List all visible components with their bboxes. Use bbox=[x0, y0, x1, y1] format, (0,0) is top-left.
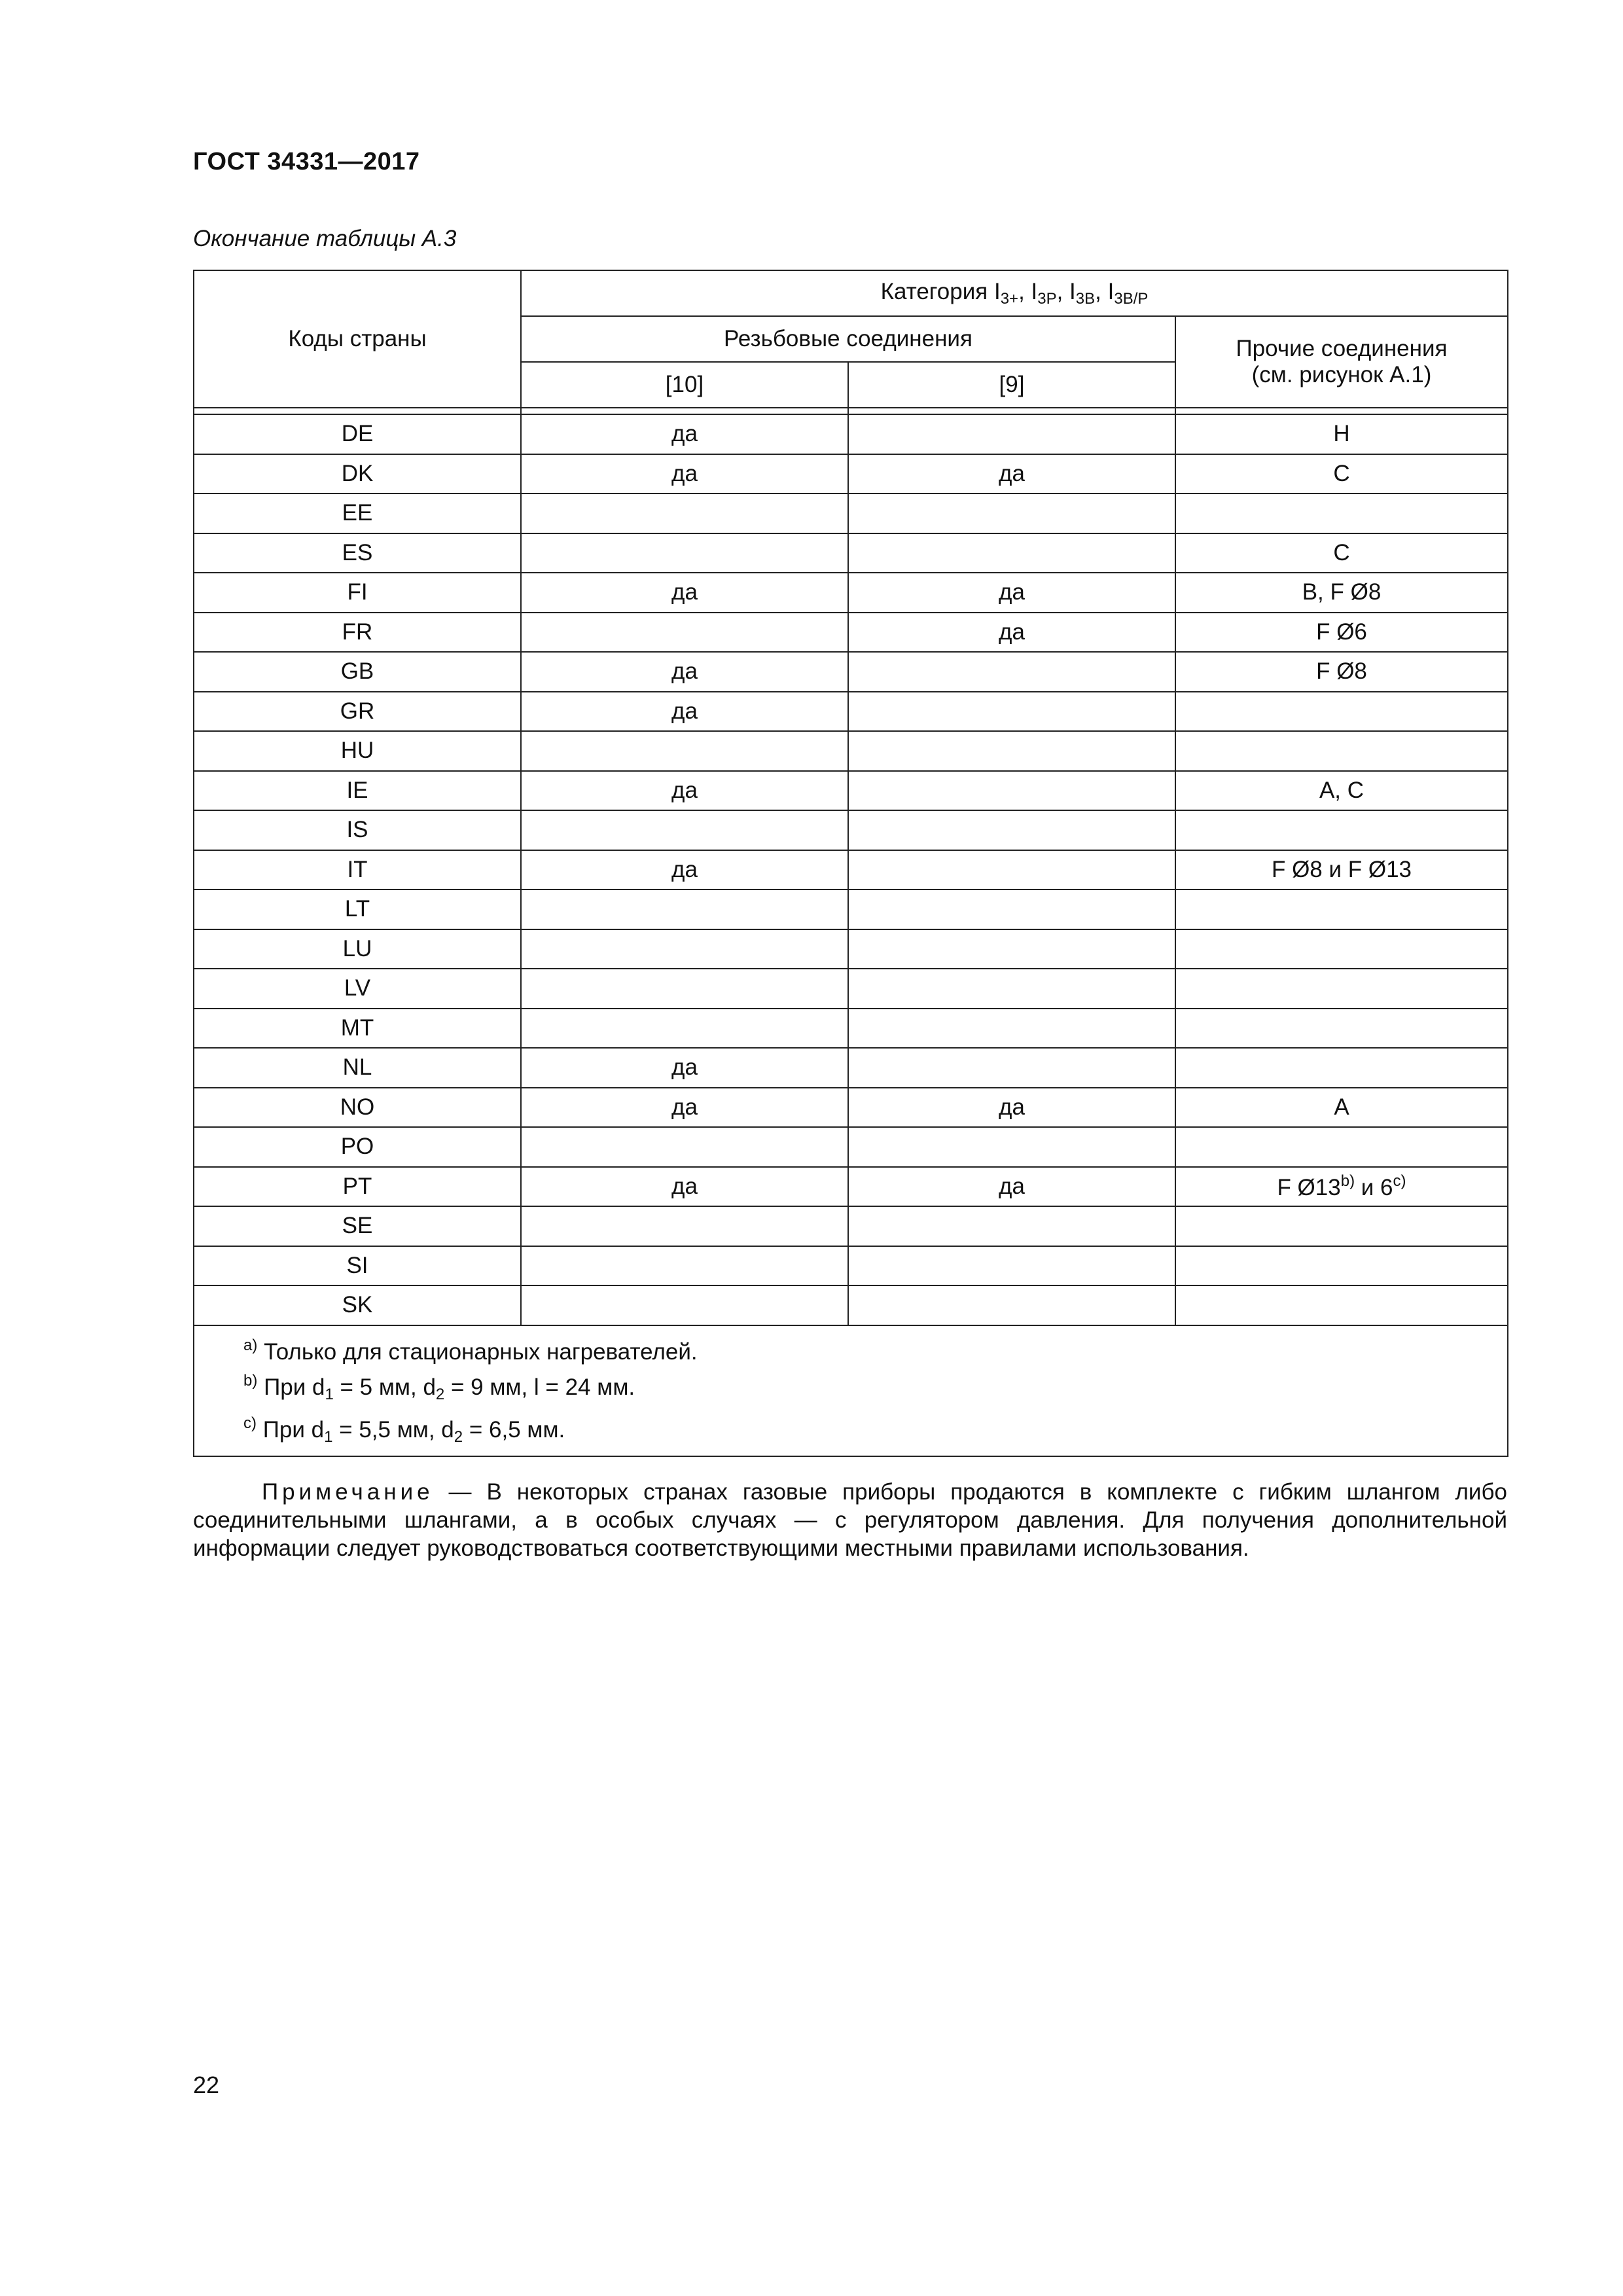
ref-9-cell bbox=[848, 1048, 1175, 1088]
table-row bbox=[194, 1246, 1508, 1286]
ref-9-cell bbox=[848, 969, 1175, 1009]
table-row bbox=[194, 493, 1508, 533]
footnote-a: $^{a)}$ Только для стационарных нагревателей. bbox=[243, 1336, 698, 1365]
other-connections-cell bbox=[1175, 929, 1508, 969]
other-connections-cell bbox=[1175, 493, 1508, 533]
table-row bbox=[194, 969, 1508, 1009]
table-row bbox=[194, 810, 1508, 850]
table-row bbox=[194, 1048, 1508, 1088]
country-code-cell: MT bbox=[194, 1009, 521, 1049]
ref-10-cell bbox=[521, 1127, 848, 1167]
country-code-cell: SE bbox=[194, 1206, 521, 1246]
country-code-cell: SK bbox=[194, 1285, 521, 1325]
other-connections-cell bbox=[1175, 1206, 1508, 1246]
ref-10-cell: да bbox=[521, 414, 848, 454]
table-row bbox=[194, 454, 1508, 494]
note-text: — В некоторых странах газовые приборы продаются в комплекте с гибким шлангом либо соединительными шлангами, а в особых случаях — с регулятором давления. Для получения дополнительной информации следует руководствоваться соответствующими местными правилами использования. bbox=[193, 1479, 1507, 1561]
other-connections-cell bbox=[1175, 1048, 1508, 1088]
table-row bbox=[194, 1167, 1508, 1207]
ref-9-cell bbox=[848, 1009, 1175, 1049]
ref-9-cell bbox=[848, 1206, 1175, 1246]
other-connections-cell bbox=[1175, 889, 1508, 929]
country-code-cell: EE bbox=[194, 493, 521, 533]
ref-10-cell bbox=[521, 969, 848, 1009]
table-footnotes bbox=[194, 1325, 1508, 1456]
footnote-b: $^{b)}$ При $d_1 = 5$ мм, $d_2 = 9$ мм, l = 24 мм. bbox=[243, 1371, 635, 1403]
ref-10-cell: да bbox=[521, 850, 848, 890]
ref-9-cell: да bbox=[848, 573, 1175, 613]
country-code-cell: DK bbox=[194, 454, 521, 494]
ref-10-cell: да bbox=[521, 652, 848, 692]
table-row bbox=[194, 692, 1508, 732]
country-code-cell: DE bbox=[194, 414, 521, 454]
table-row bbox=[194, 652, 1508, 692]
header-other-connections: Прочие соединения (см. рисунок А.1) bbox=[1175, 316, 1508, 408]
country-code-cell: IS bbox=[194, 810, 521, 850]
other-connections-cell: F Ø8 и F Ø13 bbox=[1175, 850, 1508, 890]
table-row bbox=[194, 1088, 1508, 1128]
ref-9-cell: да bbox=[848, 613, 1175, 653]
other-connections-cell: C bbox=[1175, 533, 1508, 573]
footnote-c: $^{c)}$ При $d_1 = 5,5$ мм, $d_2 = 6,5$ мм. bbox=[243, 1414, 565, 1446]
table-caption: Окончание таблицы А.3 bbox=[193, 226, 457, 251]
other-connections-cell: F Ø13$^{b)}$ и 6$^{c)}$ bbox=[1175, 1167, 1508, 1207]
other-connections-cell bbox=[1175, 1246, 1508, 1286]
country-code-cell: FI bbox=[194, 573, 521, 613]
header-country-codes: Коды страны bbox=[194, 270, 521, 408]
country-code-cell: LT bbox=[194, 889, 521, 929]
ref-9-cell: да bbox=[848, 454, 1175, 494]
ref-10-cell bbox=[521, 1285, 848, 1325]
table-row bbox=[194, 1009, 1508, 1049]
note-label: Примечание bbox=[262, 1479, 434, 1505]
other-connections-cell bbox=[1175, 969, 1508, 1009]
table-row bbox=[194, 1206, 1508, 1246]
ref-10-cell bbox=[521, 731, 848, 771]
country-code-cell: NL bbox=[194, 1048, 521, 1088]
table-row bbox=[194, 573, 1508, 613]
ref-9-cell bbox=[848, 1285, 1175, 1325]
connections-table bbox=[193, 270, 1508, 1457]
ref-10-cell bbox=[521, 810, 848, 850]
ref-9-cell bbox=[848, 533, 1175, 573]
note-paragraph bbox=[193, 1478, 1507, 1562]
country-code-cell: IT bbox=[194, 850, 521, 890]
other-connections-cell bbox=[1175, 692, 1508, 732]
ref-10-cell bbox=[521, 493, 848, 533]
ref-10-cell bbox=[521, 533, 848, 573]
other-connections-cell: C bbox=[1175, 454, 1508, 494]
ref-10-cell bbox=[521, 929, 848, 969]
table-row bbox=[194, 850, 1508, 890]
ref-9-cell bbox=[848, 731, 1175, 771]
table-row bbox=[194, 613, 1508, 653]
table-row bbox=[194, 1285, 1508, 1325]
ref-9-cell bbox=[848, 771, 1175, 811]
header-ref-10: [10] bbox=[521, 362, 848, 408]
document-code: ГОСТ 34331—2017 bbox=[193, 148, 420, 175]
table-row bbox=[194, 414, 1508, 454]
country-code-cell: SI bbox=[194, 1246, 521, 1286]
ref-10-cell: да bbox=[521, 573, 848, 613]
ref-9-cell bbox=[848, 889, 1175, 929]
ref-9-cell bbox=[848, 692, 1175, 732]
ref-9-cell bbox=[848, 1127, 1175, 1167]
country-code-cell: PO bbox=[194, 1127, 521, 1167]
ref-10-cell bbox=[521, 1206, 848, 1246]
table-row bbox=[194, 889, 1508, 929]
page-number: 22 bbox=[193, 2072, 220, 2098]
country-code-cell: GB bbox=[194, 652, 521, 692]
header-separator bbox=[194, 408, 1508, 414]
ref-10-cell: да bbox=[521, 692, 848, 732]
ref-9-cell bbox=[848, 493, 1175, 533]
ref-9-cell bbox=[848, 850, 1175, 890]
other-connections-cell: B, F Ø8 bbox=[1175, 573, 1508, 613]
ref-10-cell bbox=[521, 613, 848, 653]
ref-10-cell: да bbox=[521, 1048, 848, 1088]
ref-9-cell bbox=[848, 929, 1175, 969]
table-row bbox=[194, 1127, 1508, 1167]
other-connections-cell bbox=[1175, 810, 1508, 850]
ref-9-cell bbox=[848, 652, 1175, 692]
country-code-cell: NO bbox=[194, 1088, 521, 1128]
country-code-cell: ES bbox=[194, 533, 521, 573]
other-connections-cell bbox=[1175, 1285, 1508, 1325]
country-code-cell: LV bbox=[194, 969, 521, 1009]
ref-10-cell: да bbox=[521, 771, 848, 811]
ref-10-cell: да bbox=[521, 1167, 848, 1207]
ref-9-cell: да bbox=[848, 1167, 1175, 1207]
table-row bbox=[194, 771, 1508, 811]
header-category: Категория $I_{3+}$, $I_{3P}$, $I_{3B}$, $I_{3B/P}$ bbox=[521, 270, 1508, 316]
ref-9-cell bbox=[848, 810, 1175, 850]
other-connections-cell: F Ø6 bbox=[1175, 613, 1508, 653]
other-connections-cell: A, C bbox=[1175, 771, 1508, 811]
country-code-cell: LU bbox=[194, 929, 521, 969]
ref-10-cell: да bbox=[521, 1088, 848, 1128]
other-connections-cell: A bbox=[1175, 1088, 1508, 1128]
table-row bbox=[194, 731, 1508, 771]
ref-10-cell bbox=[521, 889, 848, 929]
ref-9-cell bbox=[848, 1246, 1175, 1286]
country-code-cell: PT bbox=[194, 1167, 521, 1207]
other-connections-cell bbox=[1175, 731, 1508, 771]
table-row bbox=[194, 929, 1508, 969]
country-code-cell: HU bbox=[194, 731, 521, 771]
country-code-cell: GR bbox=[194, 692, 521, 732]
ref-9-cell: да bbox=[848, 1088, 1175, 1128]
ref-10-cell bbox=[521, 1009, 848, 1049]
ref-10-cell: да bbox=[521, 454, 848, 494]
ref-10-cell bbox=[521, 1246, 848, 1286]
country-code-cell: FR bbox=[194, 613, 521, 653]
table-row bbox=[194, 533, 1508, 573]
header-threaded-connections: Резьбовые соединения bbox=[521, 316, 1175, 362]
other-connections-cell: F Ø8 bbox=[1175, 652, 1508, 692]
other-connections-cell bbox=[1175, 1127, 1508, 1167]
other-connections-cell bbox=[1175, 1009, 1508, 1049]
country-code-cell: IE bbox=[194, 771, 521, 811]
header-ref-9: [9] bbox=[848, 362, 1175, 408]
other-connections-cell: H bbox=[1175, 414, 1508, 454]
ref-9-cell bbox=[848, 414, 1175, 454]
